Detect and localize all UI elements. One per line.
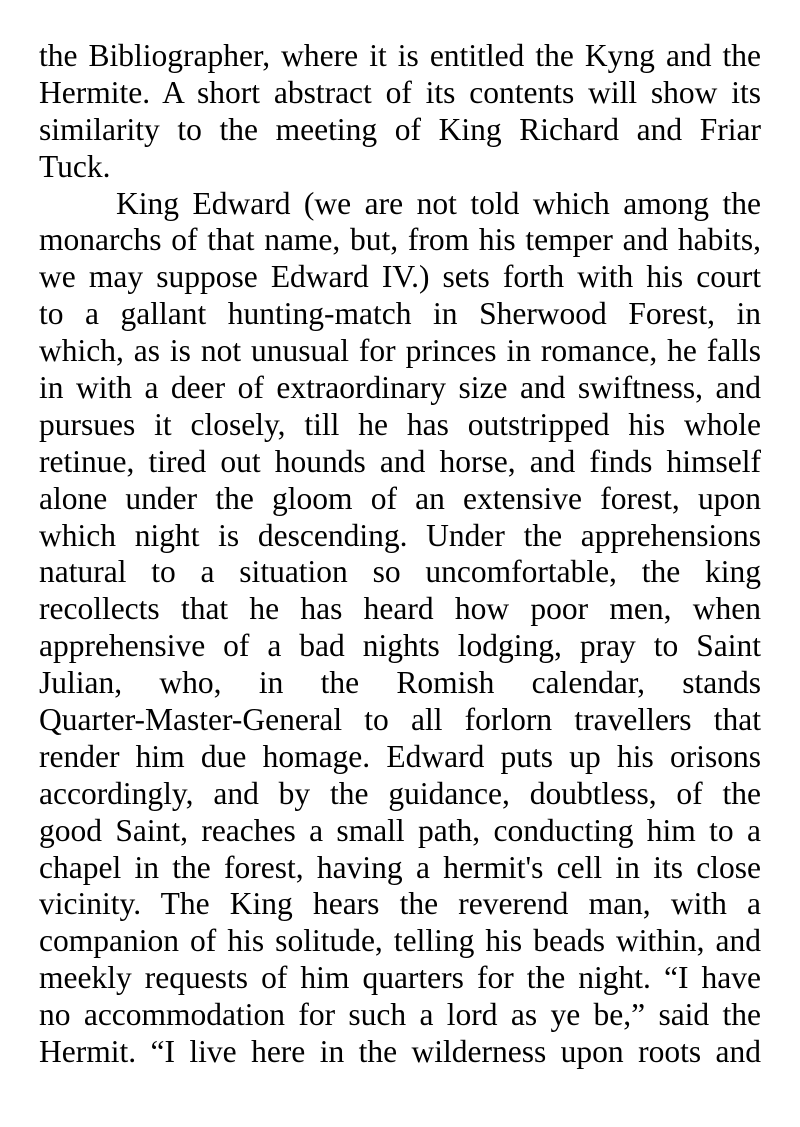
text-line: companion of his solitude, telling his beads within, and bbox=[39, 923, 761, 959]
text-line: Hermit. “I live here in the wilderness upon roots and bbox=[39, 1034, 761, 1070]
text-line: to a gallant hunting-match in Sherwood Forest, in bbox=[39, 296, 761, 332]
text-line: accordingly, and by the guidance, doubtless, of the bbox=[39, 775, 761, 811]
text-line: good Saint, reaches a small path, conducting him to a bbox=[39, 812, 761, 848]
text-line: recollects that he has heard how poor men, when bbox=[39, 591, 761, 627]
text-line: pursues it closely, till he has outstripped his whole bbox=[39, 406, 761, 442]
text-line: Julian, who, in the Romish calendar, stands bbox=[39, 665, 761, 701]
text-line: vicinity. The King hears the reverend man, with a bbox=[39, 886, 761, 922]
text-line: retinue, tired out hounds and horse, and finds himself bbox=[39, 443, 761, 479]
text-line: which, as is not unusual for princes in romance, he falls bbox=[39, 333, 761, 369]
text-line: which night is descending. Under the apprehensions bbox=[39, 517, 761, 553]
paragraph-1 bbox=[39, 38, 761, 186]
text-line: alone under the gloom of an extensive forest, upon bbox=[39, 480, 761, 516]
text-line: monarchs of that name, but, from his temper and habits, bbox=[39, 222, 761, 258]
text-line: King Edward (we are not told which among the bbox=[116, 185, 761, 221]
text-line: Quarter-Master-General to all forlorn travellers that bbox=[39, 702, 761, 738]
text-line: render him due homage. Edward puts up his orisons bbox=[39, 738, 761, 774]
text-line: chapel in the forest, having a hermit's cell in its close bbox=[39, 849, 761, 885]
text-line: Hermite. A short abstract of its contents will show its bbox=[39, 74, 761, 110]
text-line: in with a deer of extraordinary size and swiftness, and bbox=[39, 370, 761, 406]
text-line: we may suppose Edward IV.) sets forth with his court bbox=[39, 259, 761, 295]
text-line: Tuck. bbox=[39, 148, 111, 184]
text-line: similarity to the meeting of King Richard and Friar bbox=[39, 111, 761, 147]
text-line: no accommodation for such a lord as ye be,” said the bbox=[39, 997, 761, 1033]
paragraph-2 bbox=[39, 186, 761, 1071]
text-line: the Bibliographer, where it is entitled the Kyng and the bbox=[39, 38, 761, 73]
text-line: meekly requests of him quarters for the night. “I have bbox=[39, 960, 761, 996]
page-text bbox=[39, 38, 761, 1071]
text-line: natural to a situation so uncomfortable, the king bbox=[39, 554, 761, 590]
text-line: apprehensive of a bad nights lodging, pray to Saint bbox=[39, 628, 761, 664]
